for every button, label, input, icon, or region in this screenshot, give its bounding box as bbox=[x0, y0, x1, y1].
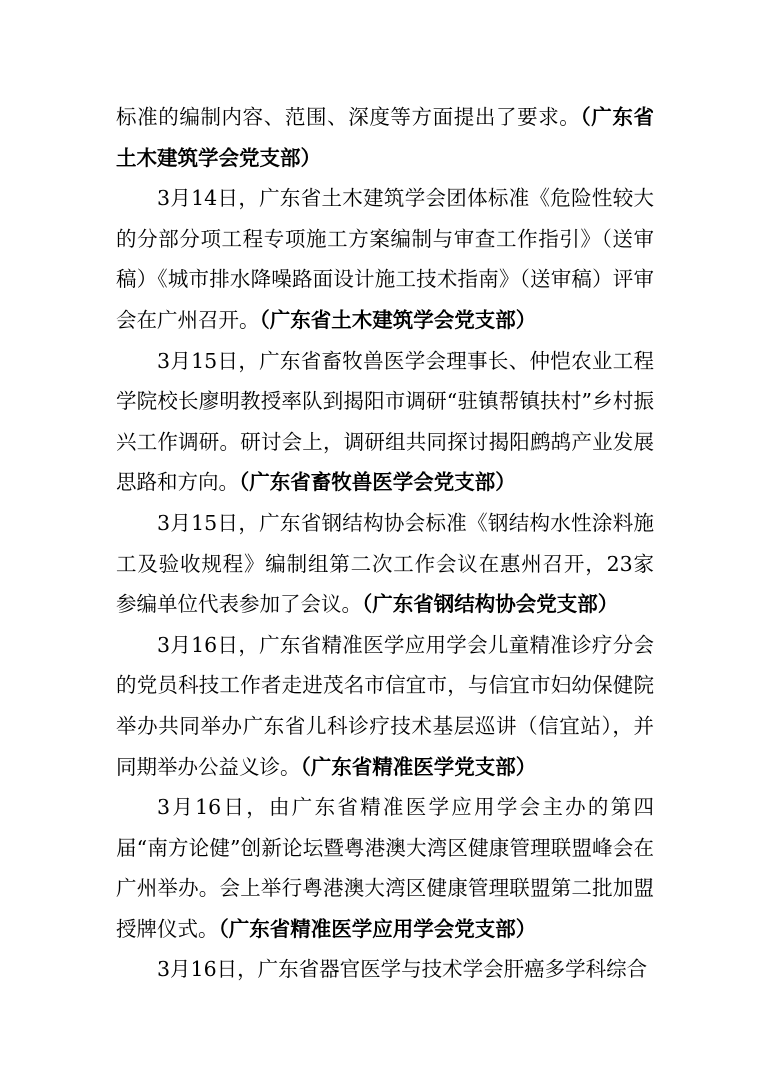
paragraph-news-item-truncated bbox=[116, 949, 654, 990]
news-text-block bbox=[116, 97, 654, 990]
paragraph-news-item bbox=[116, 341, 654, 503]
organization-attribution: （广东省土木建筑学会党支部） bbox=[116, 105, 655, 170]
paragraph-text: 3月15日，广东省钢结构协会标准《钢结构水性涂料施工及验收规程》编制组第二次工作会议在惠州召开，23家参编单位代表参加了会议。 bbox=[116, 510, 654, 617]
organization-attribution: （广东省钢结构协会党支部） bbox=[362, 592, 619, 617]
paragraph-text: 3月16日，广东省器官医学与技术学会肝癌多学科综合 bbox=[157, 957, 648, 982]
paragraph-news-item bbox=[116, 178, 654, 340]
paragraph-text: 3月16日，广东省精准医学应用学会儿童精准诊疗分会的党员科技工作者走进茂名市信宜市，与信宜市妇幼保健院举办共同举办广东省儿科诊疗技术基层巡讲（信宜站），并同期举办公益义诊。 bbox=[116, 632, 654, 779]
paragraph-text: 3月15日，广东省畜牧兽医学会理事长、仲恺农业工程学院校长廖明教授率队到揭阳市调研“驻镇帮镇扶村”乡村振兴工作调研。研讨会上，调研组共同探讨揭阳鹧鸪产业发展思路和方向。 bbox=[116, 348, 654, 495]
paragraph-news-item bbox=[116, 503, 654, 625]
paragraph-text: 3月14日，广东省土木建筑学会团体标准《危险性较大的分部分项工程专项施工方案编制与审查工作指引》（送审稿）《城市排水降噪路面设计施工技术指南》（送审稿）评审会在广州召开。 bbox=[116, 186, 654, 332]
organization-attribution: （广东省精准医学党支部） bbox=[300, 754, 537, 779]
organization-attribution: （广东省土木建筑学会党支部） bbox=[259, 307, 537, 332]
paragraph-text: 3月16日，由广东省精准医学应用学会主办的第四届“南方论健”创新论坛暨粤港澳大湾区健康管理联盟峰会在广州举办。会上举行粤港澳大湾区健康管理联盟第二批加盟授牌仪式。 bbox=[116, 795, 654, 941]
organization-attribution: （广东省畜牧兽医学会党支部） bbox=[239, 470, 516, 495]
organization-attribution: （广东省精准医学应用学会党支部） bbox=[218, 916, 537, 941]
paragraph-news-item bbox=[116, 625, 654, 787]
paragraph-news-item bbox=[116, 787, 654, 949]
paragraph-continued bbox=[116, 97, 654, 178]
paragraph-text: 标准的编制内容、范围、深度等方面提出了要求。 bbox=[116, 105, 581, 129]
